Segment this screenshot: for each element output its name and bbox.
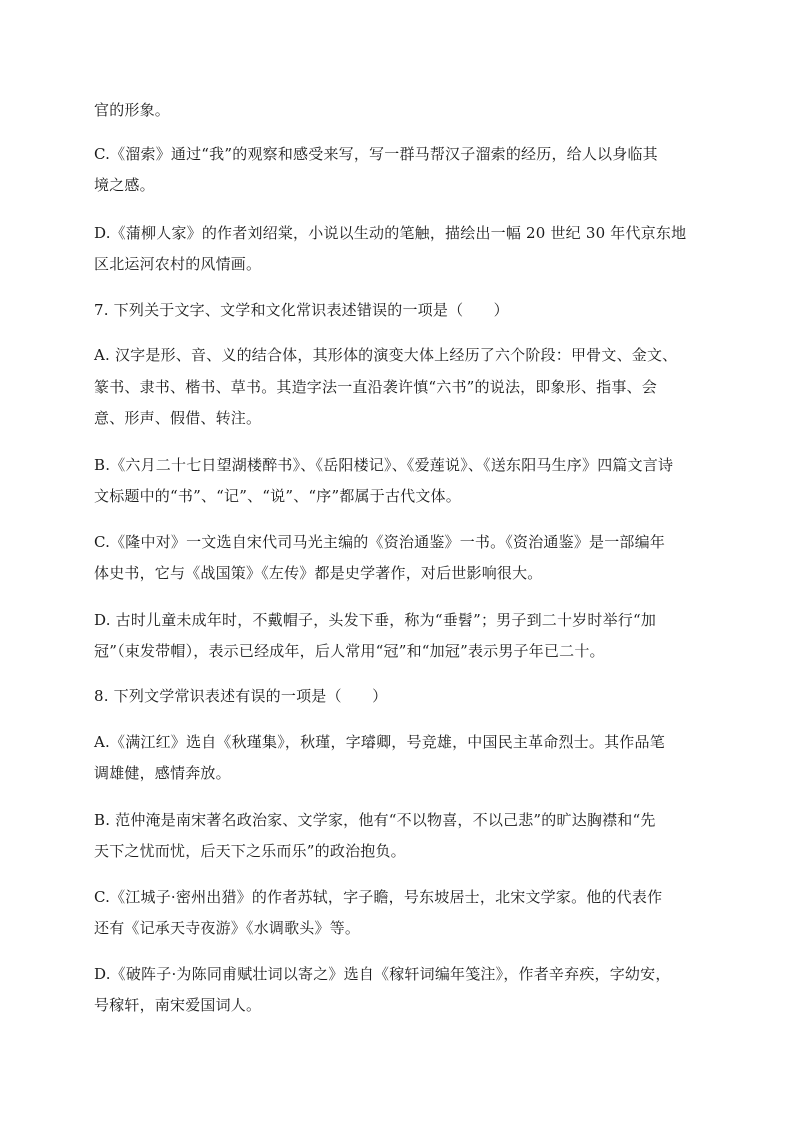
q8-option-a-line-2: 调雄健，感情奔放。 — [94, 764, 231, 782]
q7-option-a-line-2: 篆书、隶书、楷书、草书。其造字法一直沿袭许慎“六书”的说法，即象形、指事、会 — [94, 378, 657, 396]
q7-option-b-line-2: 文标题中的“书”、“记”、“说”、“序”都属于古代文体。 — [94, 487, 461, 505]
question-8-stem: 8. 下列文学常识表述有误的一项是（ ） — [94, 687, 388, 705]
q7-option-c-line-1: C.《隆中对》一文选自宋代司马光主编的《资治通鉴》一书。《资治通鉴》是一部编年 — [94, 533, 666, 551]
q8-option-d-line-2: 号稼轩，南宋爱国词人。 — [94, 996, 262, 1014]
q8-option-d-line-1: D.《破阵子·为陈同甫赋壮词以寄之》选自《稼轩词编年笺注》，作者辛弃疾，字幼安， — [94, 965, 671, 983]
q8-option-b-line-2: 天下之忧而忧，后天下之乐而乐”的政治抱负。 — [94, 842, 406, 860]
q7-option-d-line-2: 冠”（束发带帽），表示已经成年，后人常用“冠”和“加冠”表示男子年已二十。 — [94, 642, 605, 660]
question-7-stem: 7. 下列关于文字、文学和文化常识表述错误的一项是（ ） — [94, 301, 509, 319]
q7-option-b-line-1: B.《六月二十七日望湖楼醉书》、《岳阳楼记》、《爱莲说》、《送东阳马生序》四篇文言诗 — [94, 456, 674, 474]
q7-option-a-line-3: 意、形声、假借、转注。 — [94, 409, 262, 427]
q6-option-d-line-2: 区北运河农村的风情画。 — [94, 255, 262, 273]
q8-option-b-line-1: B. 范仲淹是南宋著名政治家、文学家，他有“不以物喜，不以己悲”的旷达胸襟和“先 — [94, 811, 656, 829]
q7-option-c-line-2: 体史书，它与《战国策》《左传》都是史学著作，对后世影响很大。 — [94, 564, 543, 582]
q8-option-c-line-1: C.《江城子·密州出猎》的作者苏轼，字子瞻，号东坡居士，北宋文学家。他的代表作 — [94, 888, 663, 906]
q6-option-d-line-1: D.《蒲柳人家》的作者刘绍棠，小说以生动的笔触，描绘出一幅 20 世纪 30 年代京东地 — [94, 224, 687, 242]
q6-option-c-line-1: C.《溜索》通过“我”的观察和感受来写，写一群马帮汉子溜索的经历，给人以身临其 — [94, 145, 658, 163]
q8-option-c-line-2: 还有《记承天寺夜游》《水调歌头》等。 — [94, 919, 361, 937]
q7-option-a-line-1: A. 汉字是形、音、义的结合体，其形体的演变大体上经历了六个阶段：甲骨文、金文、 — [94, 346, 678, 364]
q6-option-c-line-2: 境之感。 — [94, 176, 155, 194]
q8-option-a-line-1: A.《满江红》选自《秋瑾集》，秋瑾，字璿卿，号竞雄，中国民主革命烈士。其作品笔 — [94, 733, 665, 751]
prev-option-ending: 官的形象。 — [94, 101, 171, 119]
q7-option-d-line-1: D. 古时儿童未成年时，不戴帽子，头发下垂，称为“垂髫”；男子到二十岁时举行“加 — [94, 611, 657, 629]
